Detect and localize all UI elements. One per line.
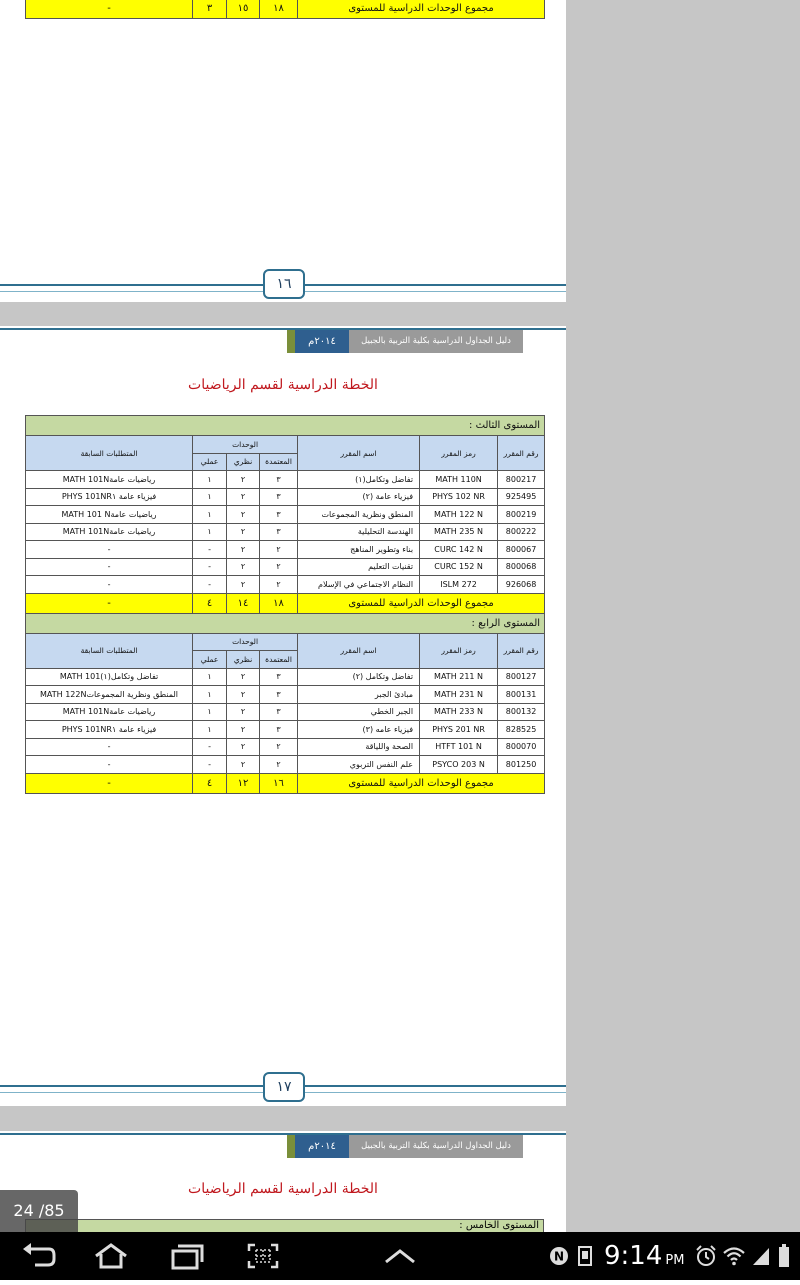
- credits-cell: ٣: [260, 668, 298, 686]
- theory-cell: ٢: [227, 558, 260, 576]
- col-units: الوحدات: [193, 633, 298, 651]
- prereq-cell: رياضيات عامةMATH 101N: [26, 471, 193, 489]
- prereq-cell: فيزياء عامة PHYS 101NR١: [26, 488, 193, 506]
- col-course-code: رمز المقرر: [420, 633, 498, 668]
- theory-cell: ٢: [227, 703, 260, 721]
- prereq-cell: رياضيات عامةMATH 101N: [26, 703, 193, 721]
- total-practical: ٤: [193, 593, 227, 613]
- col-course-name: اسم المقرر: [298, 436, 420, 471]
- home-icon: [93, 1243, 129, 1269]
- menu-up-button[interactable]: [376, 1232, 424, 1280]
- clock-time: 9:14: [604, 1241, 663, 1271]
- practical-cell: -: [193, 738, 227, 756]
- course-code-cell: CURC 152 N: [420, 558, 498, 576]
- page-counter: 24 /85: [0, 1190, 78, 1232]
- practical-cell: ١: [193, 488, 227, 506]
- total-practical: ٣: [193, 0, 227, 19]
- header-guide-title: دليل الجداول الدراسية بكلية التربية بالجبيل: [349, 330, 523, 353]
- course-row: [26, 576, 545, 594]
- course-row: [26, 686, 545, 704]
- level-title: المستوى الرابع :: [26, 613, 545, 633]
- prereq-cell: تفاضل وتكامل(١)MATH 101: [26, 668, 193, 686]
- total-prereq: -: [26, 593, 193, 613]
- course-name-cell: الهندسة التحليلية: [298, 523, 420, 541]
- course-code-cell: PSYCO 203 N: [420, 756, 498, 774]
- level-total-row: [26, 0, 545, 19]
- course-row: [26, 558, 545, 576]
- credits-cell: ٣: [260, 686, 298, 704]
- credits-cell: ٣: [260, 471, 298, 489]
- course-row: [26, 506, 545, 524]
- practical-cell: ١: [193, 506, 227, 524]
- col-credits: المعتمدة: [260, 651, 298, 669]
- theory-cell: ٢: [227, 738, 260, 756]
- col-course-no: رقم المقرر: [498, 633, 545, 668]
- prereq-cell: -: [26, 756, 193, 774]
- course-row: [26, 668, 545, 686]
- col-units: الوحدات: [193, 436, 298, 454]
- course-code-cell: MATH 233 N: [420, 703, 498, 721]
- total-label: مجموع الوحدات الدراسية للمستوى: [298, 0, 545, 19]
- course-name-cell: تفاضل وتكامل(١): [298, 471, 420, 489]
- prereq-cell: -: [26, 558, 193, 576]
- header-year: ٢٠١٤م: [295, 330, 349, 353]
- course-code-cell: PHYS 201 NR: [420, 721, 498, 739]
- prereq-cell: المنطق ونظرية المجموعاتMATH 122N: [26, 686, 193, 704]
- credits-cell: ٢: [260, 558, 298, 576]
- theory-cell: ٢: [227, 471, 260, 489]
- theory-cell: ٢: [227, 488, 260, 506]
- credits-cell: ٣: [260, 703, 298, 721]
- storage-icon: [574, 1232, 596, 1280]
- theory-cell: ٢: [227, 576, 260, 594]
- page-number: ١٧: [263, 1072, 305, 1102]
- course-row: [26, 756, 545, 774]
- total-prereq: -: [26, 773, 193, 793]
- course-code-cell: MATH 235 N: [420, 523, 498, 541]
- theory-cell: ٢: [227, 756, 260, 774]
- table-header-row: [26, 633, 545, 651]
- wifi-icon: [721, 1232, 747, 1280]
- practical-cell: ١: [193, 721, 227, 739]
- col-prereq: المتطلبات السابقة: [26, 436, 193, 471]
- level-total-row: [26, 773, 545, 793]
- prereq-cell: فيزياء عامة PHYS 101NR١: [26, 721, 193, 739]
- course-no-cell: 800127: [498, 668, 545, 686]
- col-credits: المعتمدة: [260, 453, 298, 471]
- course-row: [26, 541, 545, 559]
- course-row: [26, 703, 545, 721]
- course-code-cell: HTFT 101 N: [420, 738, 498, 756]
- page-16: [0, 0, 566, 302]
- course-no-cell: 800067: [498, 541, 545, 559]
- back-button[interactable]: [14, 1232, 64, 1280]
- course-name-cell: بناء وتطوير المناهج: [298, 541, 420, 559]
- credits-cell: ٣: [260, 721, 298, 739]
- course-row: [26, 471, 545, 489]
- page-17: [0, 326, 566, 1106]
- course-row: [26, 738, 545, 756]
- screenshot-icon: [245, 1242, 281, 1270]
- col-course-name: اسم المقرر: [298, 633, 420, 668]
- course-no-cell: 800217: [498, 471, 545, 489]
- course-row: [26, 523, 545, 541]
- prereq-cell: رياضيات عامةMATH 101 N: [26, 506, 193, 524]
- theory-cell: ٢: [227, 541, 260, 559]
- course-code-cell: MATH 211 N: [420, 668, 498, 686]
- theory-cell: ٢: [227, 668, 260, 686]
- course-no-cell: 828525: [498, 721, 545, 739]
- course-name-cell: الجبر الخطي: [298, 703, 420, 721]
- course-no-cell: 801250: [498, 756, 545, 774]
- total-practical: ٤: [193, 773, 227, 793]
- total-credits: ١٨: [260, 0, 298, 19]
- practical-cell: -: [193, 558, 227, 576]
- course-name-cell: تفاضل وتكامل (٢): [298, 668, 420, 686]
- practical-cell: ١: [193, 471, 227, 489]
- clock: [604, 1232, 684, 1280]
- course-row: [26, 721, 545, 739]
- total-label: مجموع الوحدات الدراسية للمستوى: [298, 593, 545, 613]
- total-theory: ١٢: [227, 773, 260, 793]
- header-year: ٢٠١٤م: [295, 1135, 349, 1158]
- course-code-cell: MATH 110N: [420, 471, 498, 489]
- clock-ampm: PM: [665, 1253, 685, 1268]
- col-course-no: رقم المقرر: [498, 436, 545, 471]
- credits-cell: ٢: [260, 756, 298, 774]
- course-name-cell: فيزياء عامه (٣): [298, 721, 420, 739]
- page-header: [287, 1135, 523, 1158]
- course-name-cell: المنطق ونظرية المجموعات: [298, 506, 420, 524]
- practical-cell: -: [193, 756, 227, 774]
- level-title: المستوى الخامس :: [25, 1219, 544, 1232]
- page-header: [287, 330, 523, 353]
- practical-cell: ١: [193, 668, 227, 686]
- table-header-row: [26, 436, 545, 454]
- credits-cell: ٢: [260, 541, 298, 559]
- level-title: المستوى الثالث :: [26, 416, 545, 436]
- battery-icon: [774, 1232, 794, 1280]
- signal-icon: [750, 1232, 772, 1280]
- course-code-cell: MATH 122 N: [420, 506, 498, 524]
- course-code-cell: PHYS 102 NR: [420, 488, 498, 506]
- course-name-cell: فيزياء عامة (٢): [298, 488, 420, 506]
- prereq-cell: -: [26, 738, 193, 756]
- level-title-row: [26, 416, 545, 436]
- course-no-cell: 925495: [498, 488, 545, 506]
- recent-apps-button[interactable]: [162, 1232, 212, 1280]
- course-name-cell: الصحة واللياقة: [298, 738, 420, 756]
- level3-table: [25, 415, 545, 794]
- theory-cell: ٢: [227, 506, 260, 524]
- prereq-cell: -: [26, 541, 193, 559]
- col-theory: نظري: [227, 453, 260, 471]
- col-practical: عملي: [193, 651, 227, 669]
- course-no-cell: 800131: [498, 686, 545, 704]
- total-prereq: -: [26, 0, 193, 19]
- course-name-cell: تقنيات التعليم: [298, 558, 420, 576]
- recent-apps-icon: [169, 1242, 205, 1270]
- course-code-cell: MATH 231 N: [420, 686, 498, 704]
- back-icon: [21, 1243, 57, 1269]
- theory-cell: ٢: [227, 721, 260, 739]
- col-prereq: المتطلبات السابقة: [26, 633, 193, 668]
- course-name-cell: علم النفس التربوي: [298, 756, 420, 774]
- screenshot-button[interactable]: [238, 1232, 288, 1280]
- col-theory: نظري: [227, 651, 260, 669]
- level-title-row: [26, 613, 545, 633]
- practical-cell: ١: [193, 523, 227, 541]
- prereq-cell: -: [26, 576, 193, 594]
- course-code-cell: CURC 142 N: [420, 541, 498, 559]
- credits-cell: ٣: [260, 506, 298, 524]
- total-theory: ١٤: [227, 593, 260, 613]
- course-row: [26, 488, 545, 506]
- course-no-cell: 800222: [498, 523, 545, 541]
- course-code-cell: ISLM 272: [420, 576, 498, 594]
- home-button[interactable]: [86, 1232, 136, 1280]
- header-accent: [287, 330, 295, 353]
- header-guide-title: دليل الجداول الدراسية بكلية التربية بالجبيل: [349, 1135, 523, 1158]
- credits-cell: ٣: [260, 488, 298, 506]
- practical-cell: -: [193, 541, 227, 559]
- level-total-row: [26, 593, 545, 613]
- alarm-icon: [694, 1232, 718, 1280]
- theory-cell: ٢: [227, 523, 260, 541]
- total-credits: ١٦: [260, 773, 298, 793]
- chevron-up-icon: [383, 1246, 417, 1266]
- course-no-cell: 800132: [498, 703, 545, 721]
- col-course-code: رمز المقرر: [420, 436, 498, 471]
- header-accent: [287, 1135, 295, 1158]
- course-name-cell: النظام الاجتماعي في الإسلام: [298, 576, 420, 594]
- course-no-cell: 800068: [498, 558, 545, 576]
- prereq-cell: رياضيات عامةMATH 101N: [26, 523, 193, 541]
- credits-cell: ٣: [260, 523, 298, 541]
- practical-cell: ١: [193, 703, 227, 721]
- page-title: الخطة الدراسية لقسم الرياضيات: [188, 1181, 378, 1197]
- practical-cell: ١: [193, 686, 227, 704]
- page-number: ١٦: [263, 269, 305, 299]
- system-navigation-bar: [0, 1232, 800, 1280]
- credits-cell: ٢: [260, 738, 298, 756]
- notification-icon[interactable]: [548, 1232, 570, 1280]
- practical-cell: -: [193, 576, 227, 594]
- total-credits: ١٨: [260, 593, 298, 613]
- page16-table: [25, 0, 545, 19]
- course-no-cell: 800219: [498, 506, 545, 524]
- svg-text:N: N: [553, 1249, 565, 1264]
- page-18: [0, 1131, 566, 1232]
- course-no-cell: 926068: [498, 576, 545, 594]
- course-name-cell: مبادئ الجبر: [298, 686, 420, 704]
- theory-cell: ٢: [227, 686, 260, 704]
- total-label: مجموع الوحدات الدراسية للمستوى: [298, 773, 545, 793]
- credits-cell: ٢: [260, 576, 298, 594]
- course-no-cell: 800070: [498, 738, 545, 756]
- col-practical: عملي: [193, 453, 227, 471]
- page-title: الخطة الدراسية لقسم الرياضيات: [188, 377, 378, 393]
- total-theory: ١٥: [227, 0, 260, 19]
